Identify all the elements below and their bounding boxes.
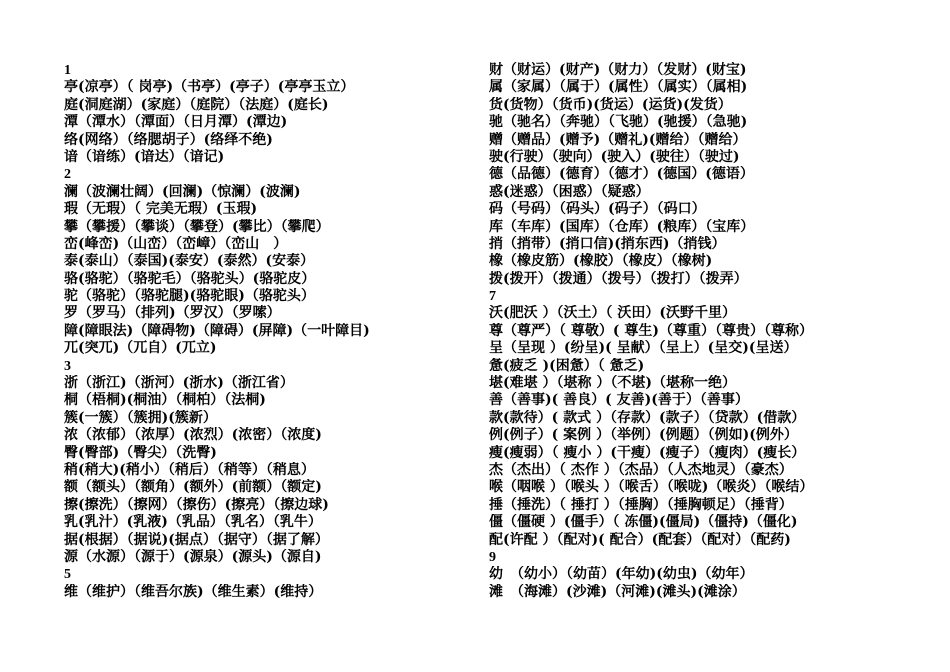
vocabulary-entry: 库（车库）(国库）（仓库）(粮库）（宝库） [489, 218, 755, 235]
vocabulary-entry: 驶(行驶）（驶向）(驶入）(驶往）（驶过) [489, 148, 740, 165]
vocabulary-entry: 桐（梧桐)(桐油）（桐柏）（法桐) [64, 392, 266, 409]
left-column [64, 62, 484, 601]
vocabulary-entry: 财（财运）(财产)（财力）（发财）(财宝) [489, 62, 747, 78]
vocabulary-entry: 惑(迷惑）（困惑）（疑惑） [489, 183, 650, 200]
vocabulary-entry: 滩 （海滩）(沙滩)（河滩)(滩头)(滩涂） [489, 583, 746, 600]
vocabulary-entry: 泰(泰山）（泰国)(泰安）(泰然）(安泰） [64, 253, 315, 270]
vocabulary-entry: 浓（浓郁）（浓厚）(浓烈）(浓密）（浓度) [64, 427, 322, 444]
vocabulary-entry: 驰（驰名）（奔驰）（飞驰）(驰援）（急驰) [489, 114, 748, 131]
vocabulary-entry: 罗（罗马）（排列)（罗汉）（罗嗦） [64, 305, 281, 322]
vocabulary-entry: 货(货物）（货币)(货运）(运货)(发货） [489, 96, 732, 113]
vocabulary-entry: 僵（僵硬 ）(僵手）（ 冻僵)(僵局)（僵持)（僵化) [489, 514, 798, 531]
vocabulary-entry: 障(障眼法)（障碍物)（障碍）(屏障)（一叶障目) [64, 322, 370, 339]
vocabulary-entry: 臀(臀部)（臀尖）（洗臀) [64, 444, 217, 461]
section-number: 9 [489, 549, 496, 565]
vocabulary-entry: 码（号码）（码头）(码子）（码口） [489, 201, 706, 218]
vocabulary-entry: 呈（呈现 ）(纷呈)( 呈献）（呈上）(呈交)(呈送） [489, 340, 798, 357]
right-column [489, 62, 909, 601]
vocabulary-entry: 亭(凉亭）（ 岗亭)（书亭）(亭子）(亭亭玉立） [64, 79, 355, 96]
vocabulary-entry: 澜（波澜壮阔）(回澜)（惊澜）(波澜) [64, 183, 301, 200]
vocabulary-entry: 款(款待）( 款式 ）（存款）(款子）（贷款）(借款） [489, 409, 806, 426]
vocabulary-entry: 幼 （幼小）（幼苗）(年幼)(幼虫)（幼年） [489, 566, 754, 583]
vocabulary-entry: 据(根据）（据说)(据点）（据守）（据了解） [64, 531, 329, 548]
section-number: 5 [64, 567, 71, 583]
vocabulary-entry: 兀(突兀)（兀自）(兀立) [64, 340, 217, 357]
vocabulary-entry: 攀（攀援）（攀谈）（攀登）(攀比）（攀爬） [64, 218, 330, 235]
vocabulary-entry: 喉（咽喉 ）（喉头 ）（喉舌）（喉咙)（喉炎）（喉结） [489, 479, 814, 496]
section-number: 2 [64, 167, 71, 183]
vocabulary-entry: 浙（浙江)（浙河）(浙水)（浙江省） [64, 375, 294, 392]
vocabulary-entry: 尊（尊严）（ 尊敬）( 尊生)（尊重）（尊贵）（尊称） [489, 322, 813, 339]
section-number: 3 [64, 358, 71, 374]
vocabulary-entry: 沃(肥沃 ）（沃土）（ 沃田）(沃野千里） [489, 305, 736, 322]
vocabulary-entry: 瘦(瘦弱）（ 瘦小 ）(干瘦）(瘦子）（瘦肉）(瘦长） [489, 444, 806, 461]
vocabulary-entry: 惫(疲乏 )(困惫）（ 惫乏) [489, 357, 645, 374]
vocabulary-entry: 配(许配 ）（配对)( 配合）(配套）（配对）（配药) [489, 531, 791, 548]
section-number: 7 [489, 289, 496, 305]
vocabulary-entry: 簇(一簇）（簇拥)(簇新） [64, 409, 217, 426]
vocabulary-entry: 峦(峰峦)（山峦）（峦嶂）（峦山 ） [64, 235, 288, 252]
vocabulary-entry: 乳(乳汁）(乳液)（乳品）（乳名）（乳牛） [64, 514, 322, 531]
vocabulary-entry: 瑕（无瑕）（ 完美无瑕）(玉瑕) [64, 201, 258, 218]
vocabulary-entry: 源（水源）（源于）(源泉）(源头)（源自) [64, 548, 322, 565]
vocabulary-entry: 例(例子）( 案例 ）（举例）(例题）（例如)(例外） [489, 427, 798, 444]
vocabulary-entry: 潭（潭水）（潭面）（日月潭）(潭边) [64, 114, 288, 131]
vocabulary-entry: 杰（杰出）（ 杰作 ）（杰品）（人杰地灵）（豪杰） [489, 461, 793, 478]
vocabulary-entry: 络(网络）（络腮胡子）(络绎不绝) [64, 131, 273, 148]
vocabulary-entry: 橡（橡皮筋）(橡胶）（橡皮）（橡树) [489, 253, 713, 270]
vocabulary-entry: 赠（赠品）(赠予)（赠礼)(赠给）（赠给） [489, 131, 747, 148]
vocabulary-entry: 捎（捎带）(捎口信)(捎东西)（捎钱） [489, 235, 726, 252]
vocabulary-entry: 谙（谙练）(谙达）（谙记) [64, 148, 225, 165]
vocabulary-entry: 善（善事)( 善良）( 友善)(善于）（善事） [489, 392, 749, 409]
vocabulary-entry: 德（品德）(德育）（德才）(德国）(德语） [489, 166, 754, 183]
vocabulary-entry: 庭(洞庭湖）(家庭）（庭院）（法庭）(庭长) [64, 96, 329, 113]
vocabulary-entry: 额（额头）（额角）(额外）(前额）（额定) [64, 479, 322, 496]
vocabulary-entry: 骆(骆驼）（骆驼毛）（骆驼头）(骆驼皮） [64, 270, 316, 287]
vocabulary-entry: 拨(拨开）（拨通）（拨号）（拨打）（拨弄） [489, 270, 748, 287]
vocabulary-entry: 擦(擦洗）（擦网）（擦伤）(擦亮）（擦边球) [64, 496, 329, 513]
vocabulary-entry: 稍(稍大)(稍小）（稍后）（稍等）（稍息） [64, 461, 315, 478]
section-number: 1 [64, 63, 71, 78]
vocabulary-entry: 捶（捶洗）（ 捶打 ）（捶胸）（捶胸顿足）（捶背） [489, 496, 793, 513]
vocabulary-entry: 堪(难堪 ）（堪称 ）（不堪)（堪称一绝） [489, 375, 736, 392]
vocabulary-entry: 维（维护）（维吾尔族)（维生素）(维持） [64, 583, 323, 600]
vocabulary-entry: 属（家属）（属于）(属性）（属实）（属相) [489, 79, 748, 96]
vocabulary-entry: 驼（骆驼）（骆驼腿)(骆驼眼)（骆驼头） [64, 288, 315, 305]
